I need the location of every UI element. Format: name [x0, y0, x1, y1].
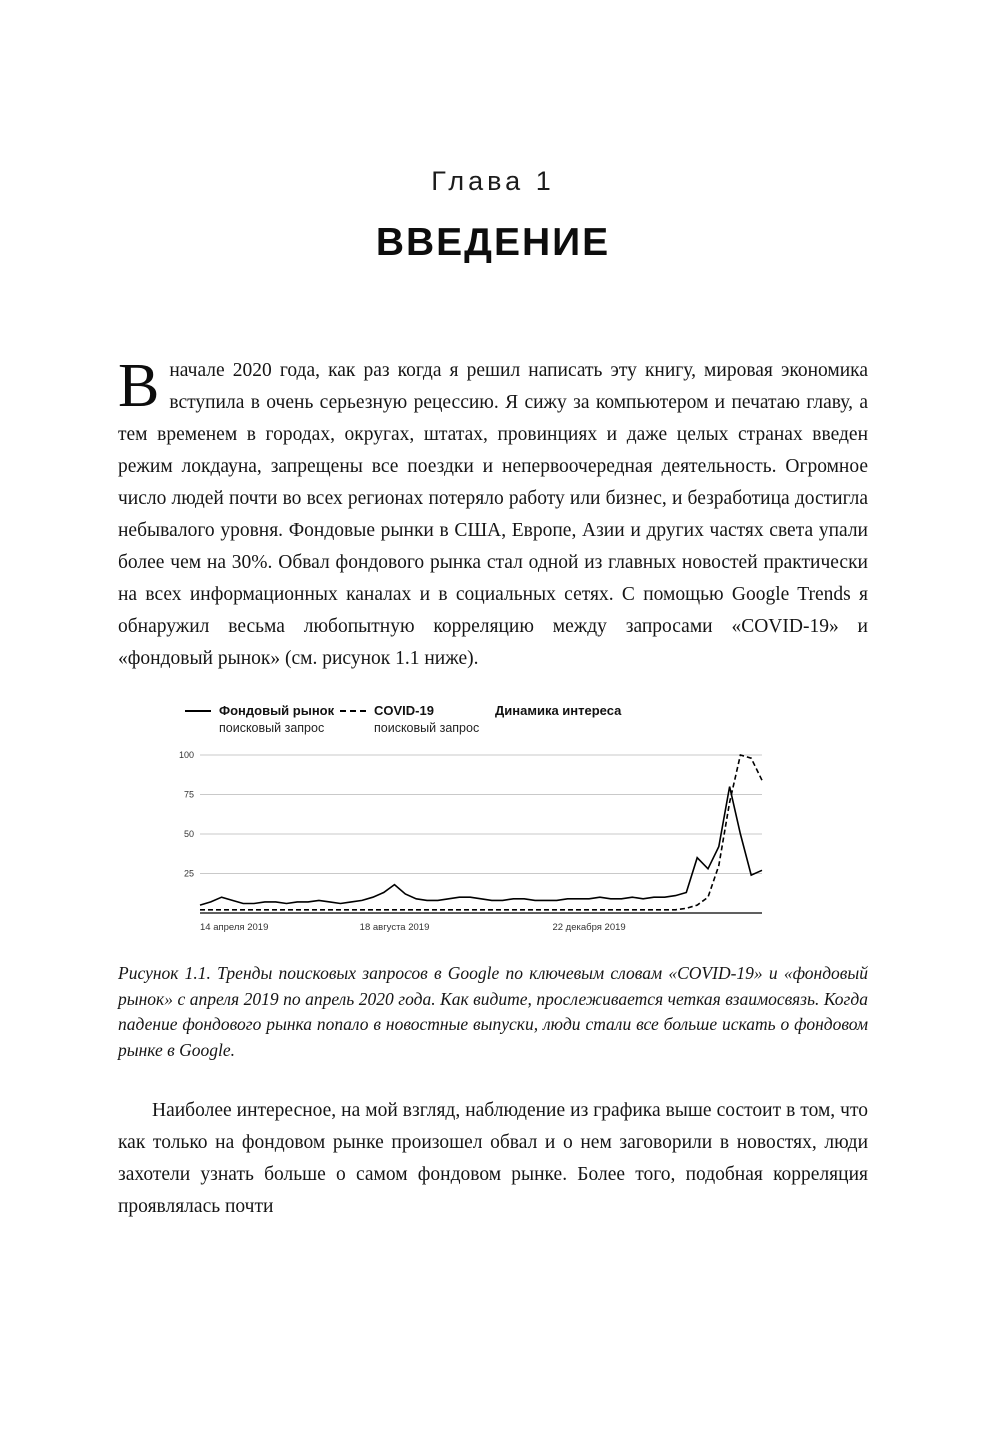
legend-sublabel-stock: поисковый запрос [219, 721, 325, 735]
chart-title: Динамика интереса [495, 703, 622, 718]
svg-text:50: 50 [183, 829, 194, 839]
page-title: ВВЕДЕНИЕ [375, 221, 611, 264]
figure-caption: Рисунок 1.1. Тренды поисковых запросов в Google по ключевым словам «COVID-19» и «фондовый рынок» с апреля 2019 по апрель 2020 года. Как видите, прослеживается четкая взаимосвязь. Когда падение фондового рынка попало в новостные выпуски, люди стали все больше искать о фондовом рынке в Google. [118, 963, 868, 1060]
legend-texts [219, 703, 334, 735]
legend-texts [374, 703, 479, 735]
svg-text:75: 75 [183, 789, 194, 800]
intro-paragraph [118, 352, 868, 675]
svg-text:100: 100 [178, 750, 194, 760]
legend-item-stock-market [185, 703, 340, 735]
intro-paragraph-text: начале 2020 года, как раз когда я решил написать эту книгу, мировая экономика вступила в очень серьезную рецессию. Я сижу за компьютером и печатаю главу, а тем временем в городах, округах, штатах, провинциях и даже целых странах введен режим локдауна, запрещены все поездки и непервоочередная деятельность. Огромное число людей почти во всех регионах потеряло работу или бизнес, и безработица достигла небывалого уровня. Фондовые рынки в США, Европе, Азии и других частях света упали более чем на 30%. Обвал фондового рынка стал одной из главных новостей практически на всех информационных каналах и в социальных сетях. С помощью Google Trends я обнаружил весьма любопытную корреляцию между запросами «COVID-19» и «фондовый рынок» (см. рисунок 1.1 ниже). [118, 360, 868, 669]
svg-text:22 декабря 2019: 22 декабря 2019 [552, 922, 626, 933]
trends-line-chart [166, 747, 766, 939]
svg-text:14 апреля 2019: 14 апреля 2019 [200, 922, 269, 933]
chart-legend [185, 703, 868, 735]
dropcap-letter: В [118, 352, 160, 420]
series-stock-market [200, 787, 762, 906]
chapter-label: Глава 1 [431, 166, 555, 196]
legend-label-stock: Фондовый рынок [219, 703, 335, 718]
legend-sublabel-covid: поисковый запрос [374, 721, 480, 735]
trends-figure [166, 703, 868, 939]
second-paragraph: Наиболее интересное, на мой взгляд, наблюдение из графика выше состоит в том, что как только на фондовом рынке произошел обвал и о нем заговорили в новостях, люди захотели узнать больше о самом фондовом рынке. Более того, подобная корреляция проявлялась почти [118, 1100, 868, 1217]
series-covid [200, 755, 762, 910]
legend-item-covid [340, 703, 495, 735]
dashed-line-swatch [340, 710, 366, 712]
svg-text:25: 25 [183, 868, 194, 879]
svg-text:18 августа 2019: 18 августа 2019 [359, 922, 430, 933]
solid-line-swatch [185, 710, 211, 712]
legend-label-covid: COVID-19 [374, 703, 434, 718]
